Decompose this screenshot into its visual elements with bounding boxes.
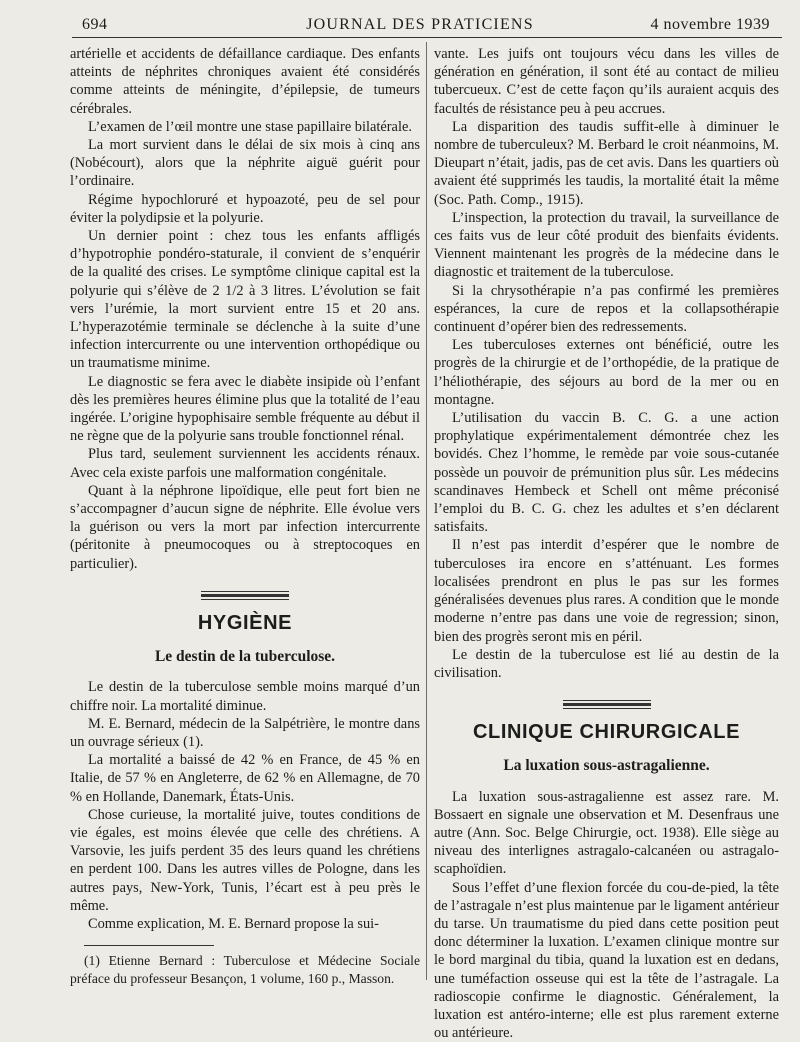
article-title: La luxation sous-astragalienne.: [503, 757, 710, 775]
paragraph: Les tuberculoses externes ont bénéficié, outre les progrès de la chirurgie et de l’orthopédie, de la pratique de l’héliothérapie, des séjours au bord de la mer ou en montagne.: [434, 337, 779, 408]
article-title: Le destin de la tuberculose.: [154, 648, 336, 666]
paragraph: Plus tard, seulement surviennent les accidents rénaux. Avec cela existe parfois une malformation congénitale.: [70, 446, 420, 481]
column-divider: [426, 42, 427, 980]
paragraph: Le destin de la tuberculose semble moins marqué d’un chiffre noir. La mortalité diminue.: [70, 679, 420, 714]
header-rule: [72, 37, 782, 38]
section-title-hygiene: HYGIÈNE: [197, 611, 293, 634]
paragraph: La disparition des taudis suffit-elle à diminuer le nombre de tuberculeux? M. Berbard le croit néanmoins, M. Dieupart n’était, jadis, pas de cet avis. Dans les quartiers où avaient été supprimés les taudis, la mortalité était la même (Soc. Path. Comp., 1915).: [434, 118, 779, 208]
paragraph: Si la chrysothérapie n’a pas confirmé les premières espérances, la cure de repos et la collapsothérapie continuent d’opérer bien des redressements.: [434, 282, 779, 336]
section-title-clinique: CLINIQUE CHIRURGICALE: [472, 721, 741, 744]
left-column: [70, 45, 420, 988]
section-ornament: [563, 700, 651, 709]
page-number: 694: [82, 16, 108, 33]
paragraph: La luxation sous-astragalienne est assez rare. M. Bossaert en signale une observation et M. Desenfraus une autre (Ann. Soc. Belge Chirurgie, oct. 1938). Elle siège au niveau des interlignes astragalo-calcanéen ou astragalo-scaphoïdien.: [434, 788, 779, 878]
paragraph: L’inspection, la protection du travail, la surveillance de ces faits vus de leur côté produit des bienfaits évidents. Viennent maintenant les progrès de la médecine dans le diagnostic et traitement de la tuberculose.: [434, 209, 779, 281]
issue-date: 4 novembre 1939: [650, 16, 770, 33]
footnote: (1) Etienne Bernard : Tuberculose et Médecine Sociale préface du professeur Besançon, 1 volume, 160 p., Masson.: [70, 953, 420, 987]
paragraph: La mortalité a baissé de 42 % en France, de 45 % en Italie, de 57 % en Angleterre, de 62 % en Allemagne, de 70 % en Hollande, Danemark, États-Unis.: [70, 752, 420, 805]
journal-title: JOURNAL DES PRATICIENS: [306, 16, 534, 33]
right-column: [434, 45, 779, 1042]
paragraph: Sous l’effet d’une flexion forcée du cou-de-pied, la tête de l’astragale n’est plus maintenue par le ligament antérieur du tarse. Un traumatisme du pied dans cette position peut donc déterminer la luxation. L’examen clinique montre sur le bord marginal du tibia, quand la luxation est en dedans, une tuméfaction osseuse qui est la tête de l’astragale. La radioscopie confirme le diagnostic. Généralement, la luxation est antéro-interne; elle est plus rarement externe ou antérieure.: [434, 879, 779, 1042]
paragraph: La mort survient dans le délai de six mois à cinq ans (Nobécourt), alors que la néphrite aiguë guérit pour l’ordinaire.: [70, 137, 420, 190]
paragraph: artérielle et accidents de défaillance cardiaque. Des enfants atteints de néphrites chroniques avaient été considérés comme atteints de méningite, d’épilepsie, de tumeurs cérébrales.: [70, 46, 420, 117]
page-header: [70, 14, 770, 38]
paragraph: L’utilisation du vaccin B. C. G. a une action prophylatique expérimentalement démontrée chez les bovidés. Chez l’homme, le remède par voie sous-cutanée possède un pouvoir de prémunition plus sûr. Les médecins scandinaves Hembeck et Schell ont même préconisé l’emploi du B. C. G. chez les adultes et s’en déclarent satisfaits.: [434, 410, 779, 536]
paragraph: Il n’est pas interdit d’espérer que le nombre de tuberculoses ira encore en s’atténuant. Les formes localisées prendront en plus le pas sur les formes généralisées devenues plus rares. A condition que le monde moderne n’entre pas dans une voie de regression; sinon, bien des progrès seront mis en péril.: [434, 537, 779, 645]
paragraph: Le diagnostic se fera avec le diabète insipide où l’enfant dès les premières heures élimine plus que la totalité de l’eau ingérée. L’origine hypophisaire semble fréquente au début il ne règne que de la polyurie sans trouble fonctionnel rénal.: [70, 373, 420, 445]
paragraph: vante. Les juifs ont toujours vécu dans les villes de génération en génération, il sont été au contact de milieu tubercueux. C’est de cette façon qu’ils auraient acquis des facultés de résistance peu à peu accrues.: [434, 46, 779, 117]
paragraph: M. E. Bernard, médecin de la Salpétrière, le montre dans un ouvrage sérieux (1).: [70, 715, 420, 750]
paragraph: L’examen de l’œil montre une stase papillaire bilatérale.: [88, 118, 412, 135]
paragraph: Le destin de la tuberculose est lié au destin de la civilisation.: [434, 646, 779, 681]
paragraph: Chose curieuse, la mortalité juive, toutes conditions de vie égales, est moins élevée que celle des chrétiens. A Varsovie, les juifs perdent 35 des leurs quand les chrétiens en perdent 100. Dans les autres villes de Pologne, dans les autres pays, New-York, Tunis, l’écart est à peu près le même.: [70, 806, 420, 914]
footnote-rule: [84, 945, 214, 946]
paragraph: Régime hypochloruré et hypoazoté, peu de sel pour éviter la polydipsie et la polyurie.: [70, 191, 420, 226]
paragraph: Comme explication, M. E. Bernard propose la sui-: [88, 915, 379, 932]
paragraph: Quant à la néphrone lipoïdique, elle peut fort bien ne s’accompagner d’aucun signe de néphrite. Elle évolue vers la guérison ou vers la mort par infection intercurrente (péritonite à pneumocoques ou à streptocoques en particulier).: [70, 482, 420, 572]
section-ornament: [201, 591, 289, 600]
paragraph: Un dernier point : chez tous les enfants affligés d’hypotrophie pondéro-staturale, il convient de s’enquérir de la qualité des crises. Le symptôme clinique capital est la polyurie qui s’élève de 2 1/2 à 3 litres. L’évolution se fait vers l’urémie, la mort survient entre 15 et 20 ans. L’hyperazotémie terminale se déclenche à la suite d’une infection intercurrente ou une intervention orthopédique ou un traumatisme minime.: [70, 228, 420, 372]
